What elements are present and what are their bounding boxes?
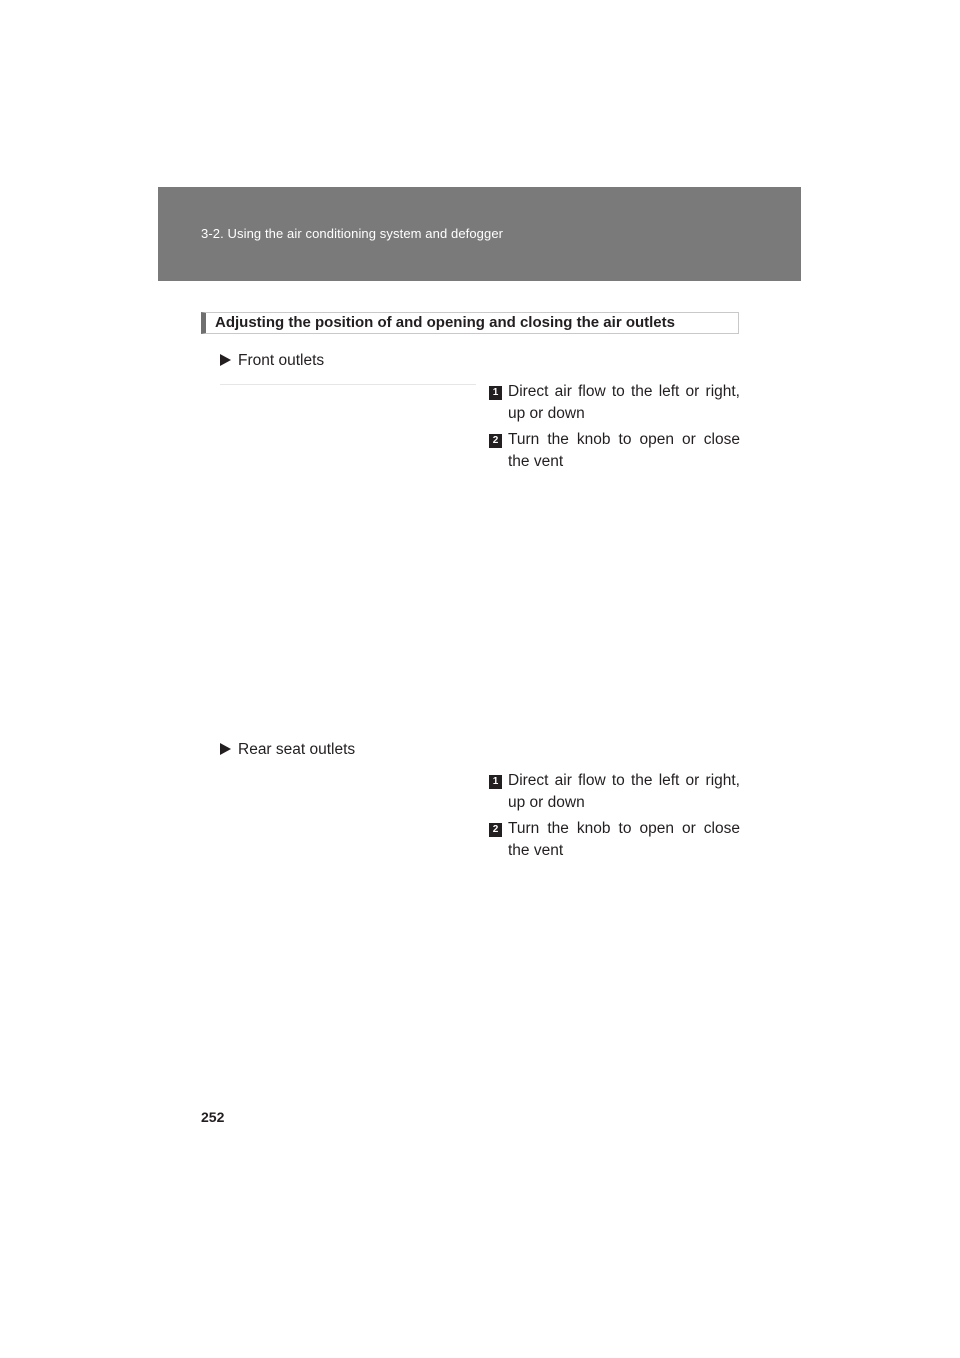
rear-outlets-subhead [220,741,355,759]
rear-outlets-title: Rear seat outlets [238,741,356,758]
page-number: 252 [201,1109,225,1125]
front-outlets-figure [220,384,476,732]
header-band [158,187,801,281]
step-text: Turn the knob to open or close the vent [508,820,740,859]
step-text: Direct air flow to the left or right, up or down [508,772,740,811]
section-breadcrumb: 3-2. Using the air conditioning system and defogger [201,226,504,241]
section-heading-text: Adjusting the position of and opening and closing the air outlets [215,314,675,331]
front-step-1 [489,381,741,427]
step-number-badge: 2 [489,823,502,837]
front-step-2 [489,429,741,475]
step-text: Turn the knob to open or close the vent [508,431,740,470]
triangle-bullet-icon [220,743,231,755]
step-text: Direct air flow to the left or right, up or down [508,383,740,422]
rear-step-2 [489,818,741,864]
step-number-badge: 1 [489,386,502,400]
step-number-badge: 1 [489,775,502,789]
step-number-badge: 2 [489,434,502,448]
front-outlets-subhead [220,352,324,370]
section-heading [201,312,739,334]
triangle-bullet-icon [220,354,231,366]
rear-step-1 [489,770,741,816]
front-outlets-title: Front outlets [238,352,325,369]
